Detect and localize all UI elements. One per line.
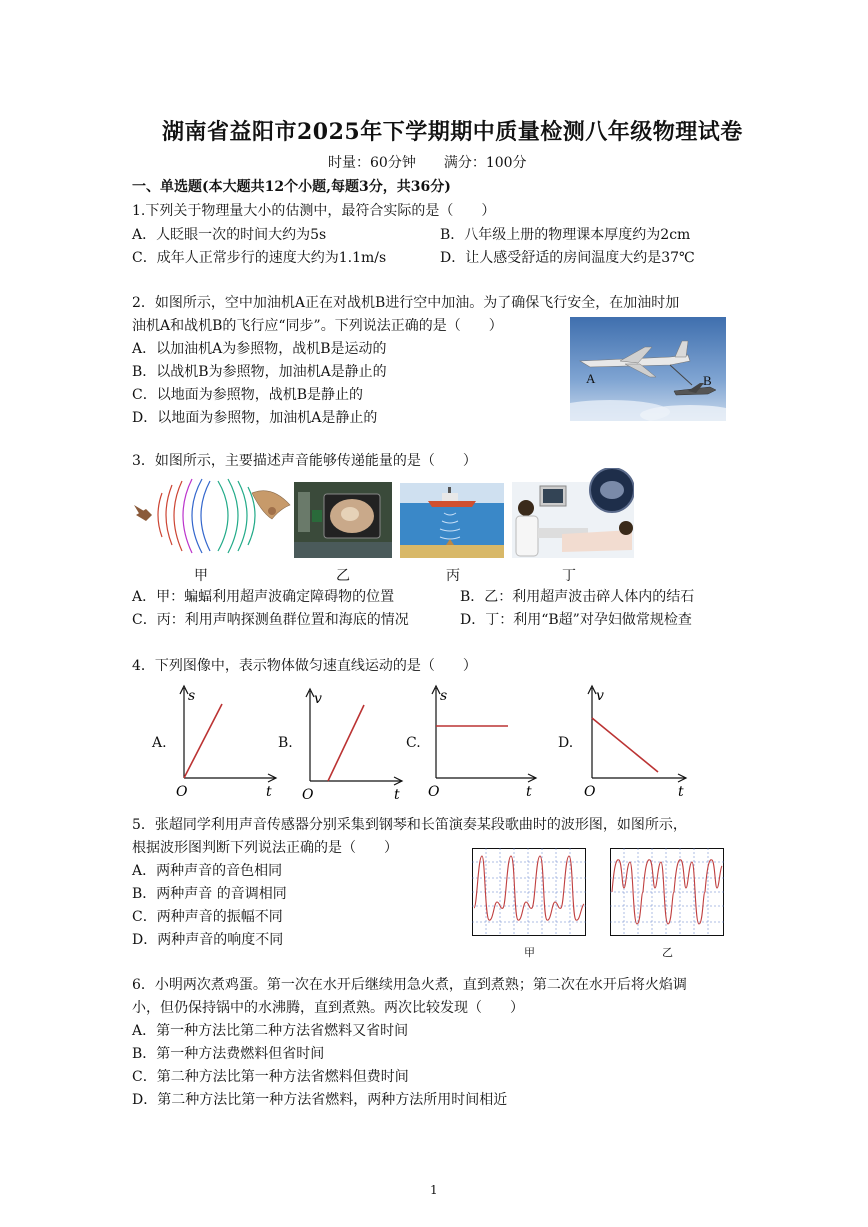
q5-stem-line2: 根据波形图判断下列说法正确的是（ ） xyxy=(132,840,398,856)
waveform-yi-caption: 乙 xyxy=(662,946,673,959)
graph-d-origin: O xyxy=(584,784,596,800)
q2-option-d: D．以地面为参照物，加油机A是静止的 xyxy=(132,410,378,426)
waveform-yi xyxy=(610,848,724,936)
q3-caption-3: 丙 xyxy=(446,568,460,584)
q3-option-b: B．乙：利用超声波击碎人体内的结石 xyxy=(460,589,695,605)
graph-c-label: C. xyxy=(406,735,421,751)
q6-option-c: C．第二种方法比第一种方法省燃料但费时间 xyxy=(132,1069,409,1085)
q2-option-a: A．以加油机A为参照物，战机B是运动的 xyxy=(132,341,387,357)
q3-option-d: D．丁：利用“B超”对孕妇做常规检查 xyxy=(460,612,692,628)
graph-b-label: B. xyxy=(278,735,293,751)
graph-a-label: A. xyxy=(152,735,167,751)
exam-info: 时量：60分钟 满分：100分 xyxy=(328,155,527,171)
lithotripsy-image xyxy=(294,482,392,558)
label-b: B xyxy=(703,373,712,388)
refueling-aircraft-image xyxy=(570,317,726,421)
graph-b xyxy=(298,685,408,803)
q3-caption-1: 甲 xyxy=(194,568,208,584)
q1-stem: 1.下列关于物理量大小的估测中，最符合实际的是（ ） xyxy=(132,203,496,219)
q5-option-b: B．两种声音 的音调相同 xyxy=(132,886,287,902)
sonar-ship-image xyxy=(400,483,504,558)
graph-d xyxy=(580,682,692,800)
q6-option-b: B．第一种方法费燃料但省时间 xyxy=(132,1046,325,1062)
graph-b-x-label: t xyxy=(394,787,400,803)
q3-option-a: A．甲：蝙蝠利用超声波确定障碍物的位置 xyxy=(132,589,395,605)
graph-a-origin: O xyxy=(176,784,188,800)
page-number: 1 xyxy=(430,1183,438,1197)
q3-option-c: C．丙：利用声呐探测鱼群位置和海底的情况 xyxy=(132,612,409,628)
q5-option-d: D．两种声音的响度不同 xyxy=(132,932,284,948)
q3-caption-2: 乙 xyxy=(336,568,350,584)
q2-option-b: B．以战机B为参照物，加油机A是静止的 xyxy=(132,364,387,380)
q4-stem: 4．下列图像中，表示物体做匀速直线运动的是（ ） xyxy=(132,658,477,674)
graph-d-label: D. xyxy=(558,735,574,751)
q2-stem-line1: 2．如图所示，空中加油机A正在对战机B进行空中加油。为了确保飞行安全，在加油时加 xyxy=(132,295,680,311)
graph-c-origin: O xyxy=(428,784,440,800)
waveform-jia xyxy=(472,848,586,936)
page-title: 湖南省益阳市2025年下学期期中质量检测八年级物理试卷 xyxy=(162,119,743,145)
q3-caption-4: 丁 xyxy=(562,568,576,584)
q6-stem-line1: 6．小明两次煮鸡蛋。第一次在水开后继续用急火煮，直到煮熟；第二次在水开后将火焰调 xyxy=(132,977,687,993)
section-heading: 一、单选题(本大题共12个小题,每题3分，共36分) xyxy=(132,179,451,195)
q3-stem: 3．如图所示，主要描述声音能够传递能量的是（ ） xyxy=(132,453,477,469)
graph-c-y-label: s xyxy=(440,688,448,704)
bat-echolocation-image xyxy=(132,475,292,557)
graph-c-x-label: t xyxy=(526,784,532,800)
q5-option-a: A．两种声音的音色相同 xyxy=(132,863,283,879)
graph-b-origin: O xyxy=(302,787,314,803)
graph-a-y-label: s xyxy=(188,688,196,704)
q2-option-c: C．以地面为参照物，战机B是静止的 xyxy=(132,387,363,403)
ultrasound-exam-image xyxy=(512,468,634,558)
q2-stem-line2: 油机A和战机B的飞行应“同步”。下列说法正确的是（ ） xyxy=(132,318,503,334)
q5-stem-line1: 5．张超同学利用声音传感器分别采集到钢琴和长笛演奏某段歌曲时的波形图，如图所示， xyxy=(132,817,687,833)
q6-option-a: A．第一种方法比第二种方法省燃料又省时间 xyxy=(132,1023,409,1039)
graph-b-y-label: v xyxy=(314,691,322,707)
graph-a xyxy=(172,682,282,800)
q6-option-d: D．第二种方法比第一种方法省燃料，两种方法所用时间相近 xyxy=(132,1092,508,1108)
graph-d-y-label: v xyxy=(596,688,604,704)
graph-d-x-label: t xyxy=(678,784,684,800)
graph-c xyxy=(424,682,542,800)
q6-stem-line2: 小，但仍保持锅中的水沸腾，直到煮熟。两次比较发现（ ） xyxy=(132,1000,524,1016)
q5-option-c: C．两种声音的振幅不同 xyxy=(132,909,283,925)
q1-option-c: C．成年人正常步行的速度大约为1.1m/s xyxy=(132,250,387,266)
q1-option-a: A．人眨眼一次的时间大约为5s xyxy=(132,227,327,243)
q1-option-d: D．让人感受舒适的房间温度大约是37℃ xyxy=(440,250,695,266)
waveform-jia-caption: 甲 xyxy=(524,946,535,959)
label-a: A xyxy=(586,371,596,386)
q1-option-b: B．八年级上册的物理课本厚度约为2cm xyxy=(440,227,691,243)
graph-a-x-label: t xyxy=(266,784,272,800)
